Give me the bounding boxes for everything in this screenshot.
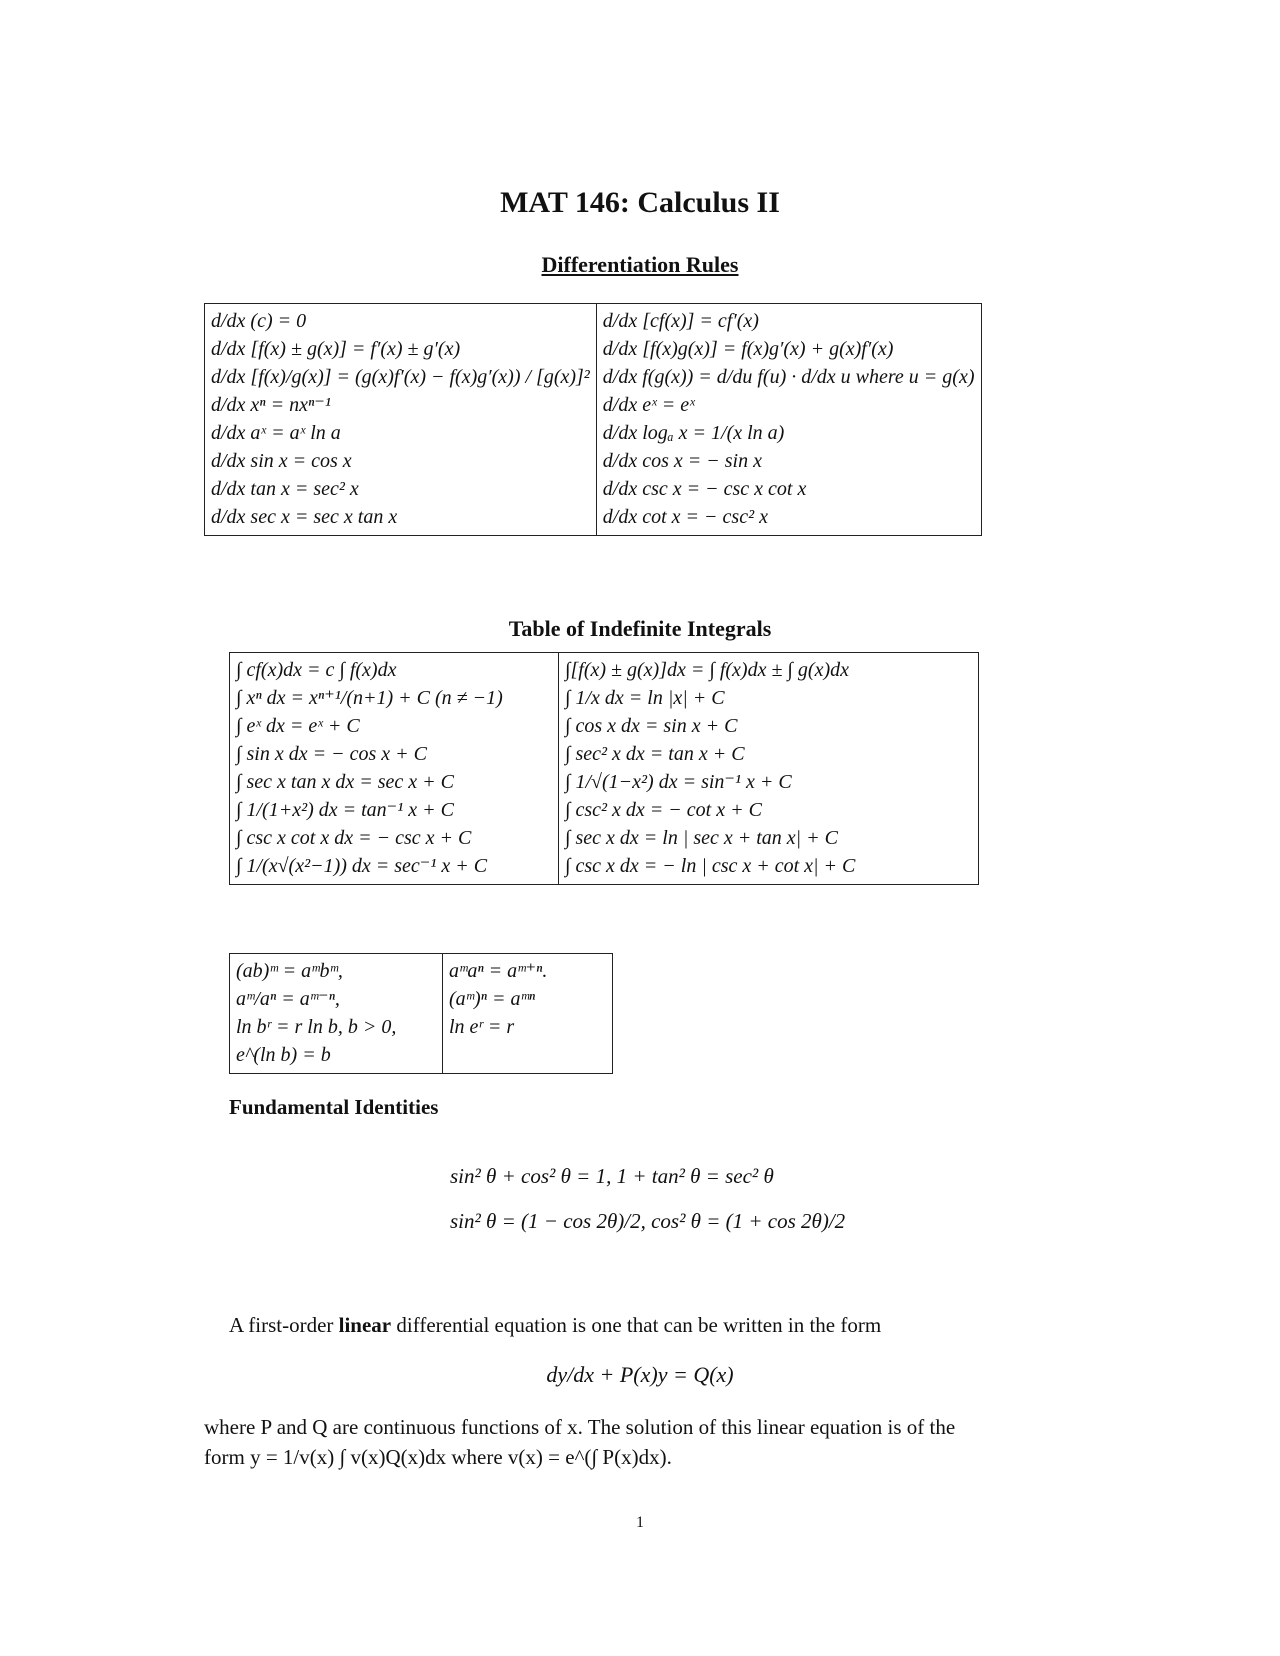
formula-line: ∫ cos x dx = sin x + C xyxy=(565,715,738,737)
formula-line: aᵐaⁿ = aᵐ⁺ⁿ. xyxy=(449,960,548,982)
page-number: 1 xyxy=(636,1514,644,1531)
differentiation-table xyxy=(204,303,982,536)
linear-intro-text: differential equation is one that can be written in the form xyxy=(391,1313,882,1337)
formula-line: (ab)ᵐ = aᵐbᵐ, xyxy=(236,960,343,982)
identity-line: sin² θ = (1 − cos 2θ)/2, cos² θ = (1 + cos 2θ)/2 xyxy=(450,1209,846,1233)
formula-line: ln eʳ = r xyxy=(449,1016,515,1038)
formula-line: e^(ln b) = b xyxy=(236,1044,331,1066)
linear-where-line: where P and Q are continuous functions of x. The solution of this linear equation is of the xyxy=(204,1415,956,1439)
formula-line: ∫ csc x dx = − ln | csc x + cot x| + C xyxy=(565,855,856,877)
formula-line: d/dx csc x = − csc x cot x xyxy=(602,478,807,500)
formula-line: d/dx [cf(x)] = cf′(x) xyxy=(602,310,759,332)
formula-line: d/dx (c) = 0 xyxy=(211,310,307,332)
linear-form-line: form y = 1/v(x) ∫ v(x)Q(x)dx where v(x) = e^(∫ P(x)dx). xyxy=(204,1445,672,1469)
linear-keyword: linear xyxy=(338,1313,392,1337)
formula-line: ∫ xⁿ dx = xⁿ⁺¹/(n+1) + C (n ≠ −1) xyxy=(236,687,503,709)
differentiation-right-column xyxy=(596,304,981,536)
differentiation-left-column xyxy=(205,304,597,536)
formula-line: (aᵐ)ⁿ = aᵐⁿ xyxy=(449,988,536,1010)
formula-line: aᵐ/aⁿ = aᵐ⁻ⁿ, xyxy=(236,988,340,1010)
formula-line: ∫ sec x dx = ln | sec x + tan x| + C xyxy=(565,827,838,849)
formula-line: ∫ 1/(1+x²) dx = tan⁻¹ x + C xyxy=(236,799,454,821)
exponent-right-column xyxy=(443,954,613,1074)
exponent-rules-table xyxy=(229,953,613,1074)
formula-line: ∫ sin x dx = − cos x + C xyxy=(236,743,427,765)
formula-line: d/dx sec x = sec x tan x xyxy=(211,506,398,528)
formula-line: ∫ 1/x dx = ln |x| + C xyxy=(565,687,725,709)
formula-line: ∫[f(x) ± g(x)]dx = ∫ f(x)dx ± ∫ g(x)dx xyxy=(565,659,849,681)
formula-line: d/dx tan x = sec² x xyxy=(211,478,359,500)
formula-line: ln bʳ = r ln b, b > 0, xyxy=(236,1016,397,1038)
integrals-left-column xyxy=(230,653,559,885)
formula-line: ∫ sec² x dx = tan x + C xyxy=(565,743,745,765)
integrals-right-column xyxy=(559,653,979,885)
formula-line: d/dx aˣ = aˣ ln a xyxy=(211,422,341,444)
formula-line: d/dx [f(x) ± g(x)] = f′(x) ± g′(x) xyxy=(211,338,461,360)
formula-line: ∫ cf(x)dx = c ∫ f(x)dx xyxy=(236,659,397,681)
integrals-table xyxy=(229,652,979,885)
fundamental-heading: Fundamental Identities xyxy=(229,1095,439,1119)
exponent-left-column xyxy=(230,954,443,1074)
formula-line: ∫ eˣ dx = eˣ + C xyxy=(236,715,360,737)
formula-line: d/dx xⁿ = nxⁿ⁻¹ xyxy=(211,394,331,416)
formula-line: d/dx cos x = − sin x xyxy=(602,450,762,472)
page-title: MAT 146: Calculus II xyxy=(500,186,780,219)
formula-line: ∫ csc x cot x dx = − csc x + C xyxy=(236,827,472,849)
formula-line: d/dx sin x = cos x xyxy=(211,450,352,472)
integrals-heading: Table of Indefinite Integrals xyxy=(508,616,772,641)
linear-intro xyxy=(229,1310,1189,1340)
formula-line: ∫ 1/√(1−x²) dx = sin⁻¹ x + C xyxy=(565,771,792,793)
linear-intro-text: A first-order xyxy=(229,1313,339,1337)
formula-line: ∫ sec x tan x dx = sec x + C xyxy=(236,771,454,793)
differentiation-heading: Differentiation Rules xyxy=(541,252,739,277)
formula-line: d/dx f(g(x)) = d/du f(u) · d/dx u where u = g(x) xyxy=(602,366,975,388)
formula-line: d/dx [f(x)g(x)] = f(x)g′(x) + g(x)f′(x) xyxy=(602,338,894,360)
identity-line: sin² θ + cos² θ = 1, 1 + tan² θ = sec² θ xyxy=(450,1164,774,1188)
formula-line: d/dx cot x = − csc² x xyxy=(602,506,768,528)
formula-line: d/dx [f(x)/g(x)] = (g(x)f′(x) − f(x)g′(x)) / [g(x)]² xyxy=(211,366,590,388)
linear-equation: dy/dx + P(x)y = Q(x) xyxy=(546,1362,734,1387)
formula-line: ∫ 1/(x√(x²−1)) dx = sec⁻¹ x + C xyxy=(236,855,488,877)
formula-line: ∫ csc² x dx = − cot x + C xyxy=(565,799,762,821)
formula-line: d/dx eˣ = eˣ xyxy=(602,394,695,416)
formula-line: d/dx logₐ x = 1/(x ln a) xyxy=(602,422,785,444)
